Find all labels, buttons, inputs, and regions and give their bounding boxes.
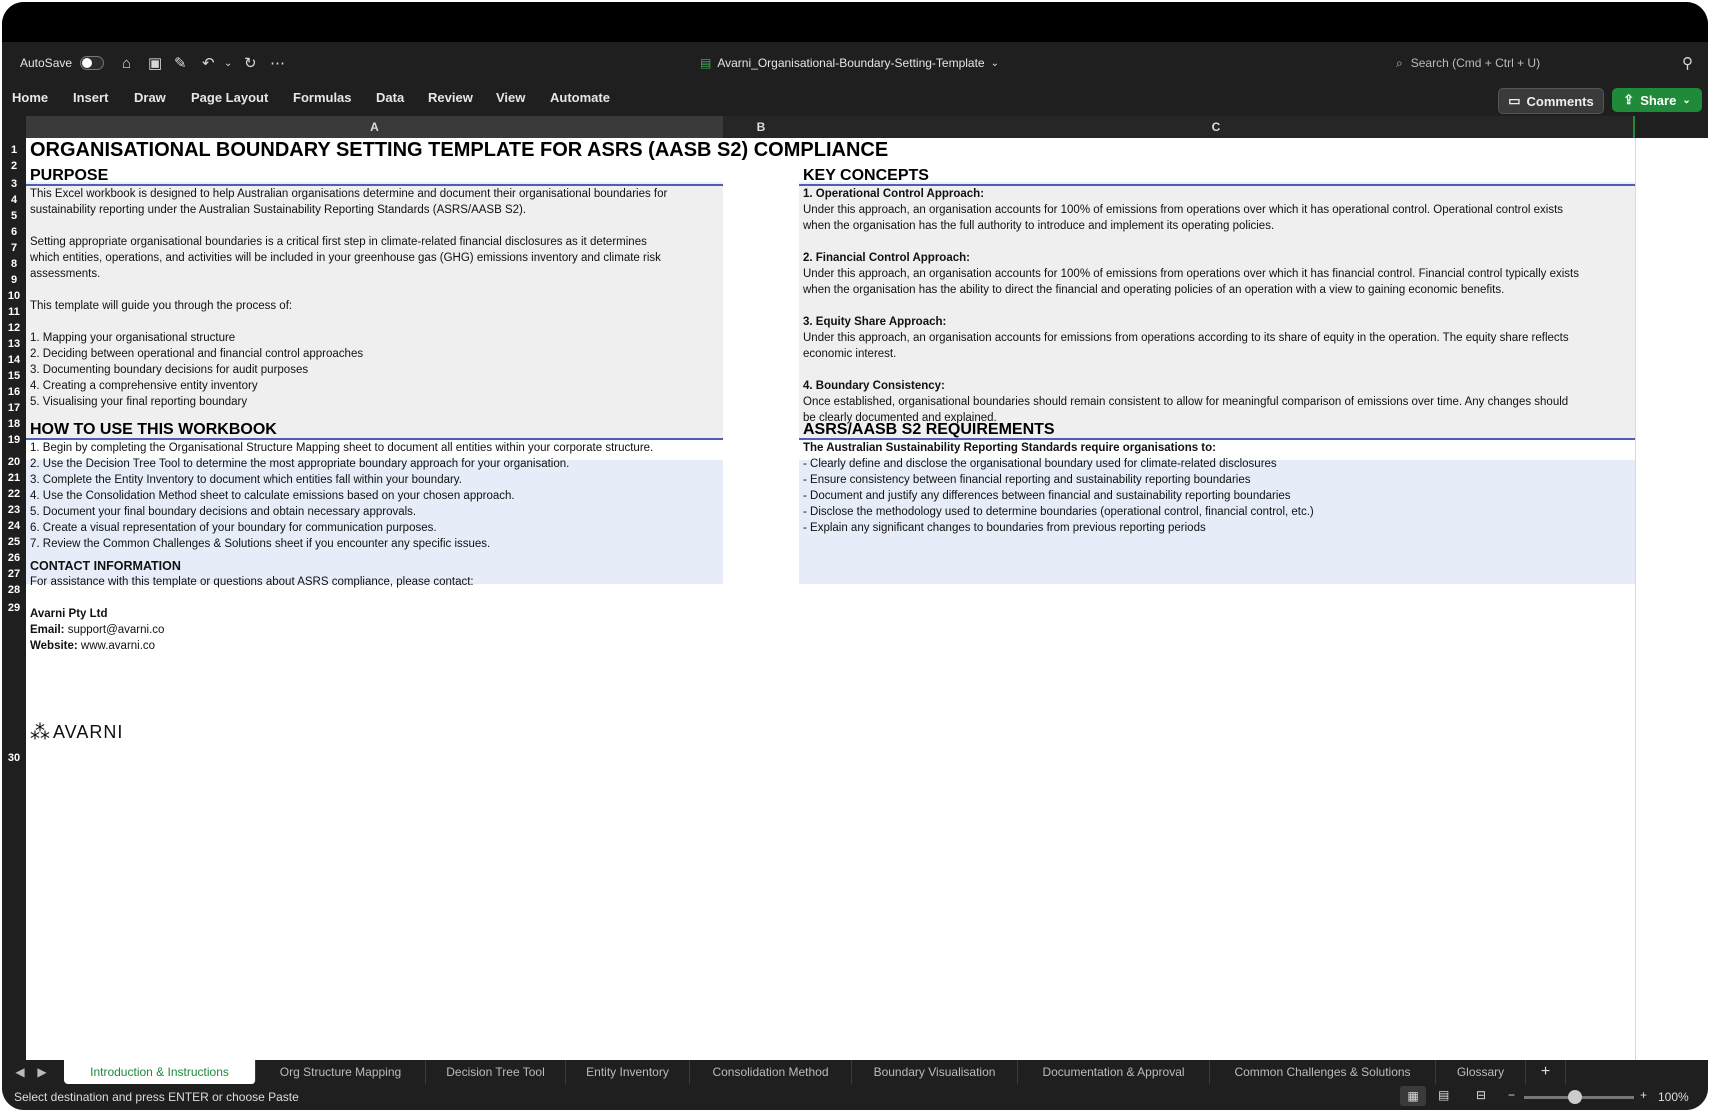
undo-icon[interactable]: ↶ xyxy=(202,55,215,72)
tab-introduction-instructions[interactable]: Introduction & Instructions xyxy=(64,1060,256,1084)
autosave-toggle[interactable] xyxy=(80,56,104,70)
row-number[interactable]: 14 xyxy=(7,354,21,366)
purpose-line: sustainability reporting under the Australian Sustainability Reporting Standards (ASRS/AASB S2). xyxy=(30,204,527,216)
row-number[interactable]: 9 xyxy=(10,274,18,286)
page-break-view-icon[interactable]: ⊟ xyxy=(1476,1088,1487,1102)
select-all-corner[interactable] xyxy=(2,116,26,138)
edit-icon[interactable]: ✎ xyxy=(174,55,187,72)
chevron-down-icon: ⌄ xyxy=(1682,94,1691,106)
row-number[interactable]: 1 xyxy=(10,144,18,156)
grid-edge xyxy=(1635,138,1636,1060)
purpose-line: Setting appropriate organisational boundaries is a critical first step in climate-related financial disclosures as it determines xyxy=(30,236,647,248)
row-number[interactable]: 6 xyxy=(10,226,18,238)
search-placeholder: Search (Cmd + Ctrl + U) xyxy=(1410,56,1541,70)
purpose-line: This Excel workbook is designed to help Australian organisations determine and document their organisational boundaries for xyxy=(30,188,668,200)
menu-insert[interactable]: Insert xyxy=(73,89,109,105)
concept-line: Under this approach, an organisation accounts for 100% of emissions from operations over which it has operational control. Operational control exists xyxy=(803,204,1564,216)
how-to-line: 4. Use the Consolidation Method sheet to calculate emissions based on your chosen approach. xyxy=(30,490,515,502)
share-icon: ⇪ xyxy=(1623,92,1635,107)
purpose-heading: PURPOSE xyxy=(30,167,109,184)
row-number[interactable]: 28 xyxy=(7,584,21,596)
page-layout-view-icon[interactable]: ▤ xyxy=(1438,1088,1450,1102)
requirement-line: - Document and justify any differences between financial and sustainability reporting boundaries xyxy=(803,490,1291,502)
how-to-line: 2. Use the Decision Tree Tool to determine the most appropriate boundary approach for your organisation. xyxy=(30,458,570,470)
how-to-line: 5. Document your final boundary decisions and obtain necessary approvals. xyxy=(30,506,417,518)
zoom-slider-thumb[interactable] xyxy=(1568,1090,1582,1104)
zoom-in-icon[interactable]: + xyxy=(1640,1088,1648,1102)
concept-line: Under this approach, an organisation accounts for emissions from operations according to its share of equity in the operation. The equity share reflects xyxy=(803,332,1569,344)
how-to-line: 3. Complete the Entity Inventory to document which entities fall within your boundary. xyxy=(30,474,462,486)
file-title[interactable] xyxy=(700,42,999,84)
tab-documentation-approval[interactable]: Documentation & Approval xyxy=(1018,1060,1210,1084)
key-concepts-heading: KEY CONCEPTS xyxy=(803,167,929,184)
row-number[interactable]: 5 xyxy=(10,210,18,222)
row-number[interactable]: 18 xyxy=(7,418,21,430)
home-icon[interactable]: ⌂ xyxy=(122,54,132,72)
concept-title: 4. Boundary Consistency: xyxy=(803,380,945,392)
purpose-line: This template will guide you through the process of: xyxy=(30,300,293,312)
concept-line: when the organisation has the ability to direct the financial and operating policies of an operation with a view to gaining economic benefits. xyxy=(803,284,1505,296)
email-value: support@avarni.co xyxy=(67,624,165,636)
menu-formulas[interactable]: Formulas xyxy=(293,89,352,105)
requirements-intro: The Australian Sustainability Reporting Standards require organisations to: xyxy=(803,442,1216,454)
file-name: Avarni_Organisational-Boundary-Setting-Template xyxy=(717,56,985,70)
purpose-line: which entities, operations, and activities will be included in your greenhouse gas (GHG) emissions inventory and climate risk xyxy=(30,252,661,264)
row-number[interactable]: 10 xyxy=(7,290,21,302)
avarni-logo xyxy=(30,720,123,745)
row-number[interactable]: 27 xyxy=(7,568,21,580)
tab-decision-tree-tool[interactable]: Decision Tree Tool xyxy=(426,1060,566,1084)
contact-heading: CONTACT INFORMATION xyxy=(30,559,181,573)
tab-glossary[interactable]: Glossary xyxy=(1436,1060,1526,1084)
purpose-line: 2. Deciding between operational and financial control approaches xyxy=(30,348,364,360)
column-header-c[interactable]: C xyxy=(799,116,1635,138)
comments-label: Comments xyxy=(1526,93,1594,109)
zoom-out-icon[interactable]: − xyxy=(1508,1088,1516,1102)
status-message: Select destination and press ENTER or choose Paste xyxy=(14,1090,299,1104)
how-to-line: 1. Begin by completing the Organisational Structure Mapping sheet to document all entities within your corporate structure. xyxy=(30,442,654,454)
how-to-line: 7. Review the Common Challenges & Solutions sheet if you encounter any specific issues. xyxy=(30,538,491,550)
comment-icon: ▭ xyxy=(1508,93,1521,108)
column-header-a[interactable]: A xyxy=(26,116,723,138)
requirements-heading: ASRS/AASB S2 REQUIREMENTS xyxy=(803,421,1055,438)
comments-button[interactable] xyxy=(1498,88,1604,114)
chevron-down-icon: ⌄ xyxy=(990,57,999,69)
row-number[interactable]: 21 xyxy=(7,472,21,484)
concept-title: 1. Operational Control Approach: xyxy=(803,188,985,200)
tab-boundary-visualisation[interactable]: Boundary Visualisation xyxy=(852,1060,1018,1084)
row-number[interactable]: 12 xyxy=(7,322,21,334)
requirement-line: - Disclose the methodology used to determine boundaries (operational control, financial control, etc.) xyxy=(803,506,1314,518)
purpose-line: 1. Mapping your organisational structure xyxy=(30,332,236,344)
autosave-label: AutoSave xyxy=(20,56,73,70)
tab-common-challenges-solutions[interactable]: Common Challenges & Solutions xyxy=(1210,1060,1436,1084)
zoom-level[interactable]: 100% xyxy=(1658,1090,1689,1104)
top-toolbar xyxy=(2,42,1708,84)
search-icon: ⌕ xyxy=(1396,55,1403,70)
tab-entity-inventory[interactable]: Entity Inventory xyxy=(566,1060,690,1084)
concept-line: economic interest. xyxy=(803,348,897,360)
row-number[interactable]: 16 xyxy=(7,386,21,398)
tab-consolidation-method[interactable]: Consolidation Method xyxy=(690,1060,852,1084)
menu-home[interactable]: Home xyxy=(12,89,49,105)
contact-company: Avarni Pty Ltd xyxy=(30,608,108,620)
avarni-logo-text: AVARNI xyxy=(53,722,124,742)
row-number[interactable]: 8 xyxy=(10,258,18,270)
tab-scroll-left-icon[interactable]: ◀ xyxy=(15,1065,25,1079)
concept-line: when the organisation has the full authority to introduce and implement its operating policies. xyxy=(803,220,1275,232)
title-strip xyxy=(2,2,1708,42)
concept-line: Once established, organisational boundaries should remain consistent to allow for meaningful comparison of emissions over time. Any changes should xyxy=(803,396,1569,408)
row-number[interactable]: 2 xyxy=(10,160,18,172)
menu-view[interactable]: View xyxy=(496,89,526,105)
sheet-title: ORGANISATIONAL BOUNDARY SETTING TEMPLATE FOR ASRS (AASB S2) COMPLIANCE xyxy=(30,139,889,161)
row-number[interactable]: 30 xyxy=(7,752,21,764)
concept-title: 3. Equity Share Approach: xyxy=(803,316,947,328)
requirement-line: - Clearly define and disclose the organisational boundary used for climate-related disclosures xyxy=(803,458,1277,470)
status-bar xyxy=(2,1084,1708,1110)
more-icon[interactable]: ⋯ xyxy=(270,55,285,72)
row-number[interactable]: 29 xyxy=(7,602,21,614)
row-number[interactable]: 20 xyxy=(7,456,21,468)
excel-file-icon: ▤ xyxy=(700,56,712,70)
row-number[interactable]: 22 xyxy=(7,488,21,500)
website-value: www.avarni.co xyxy=(80,640,156,652)
concept-line: be clearly documented and explained. xyxy=(803,412,997,424)
row-number[interactable]: 13 xyxy=(7,338,21,350)
share-label: Share xyxy=(1640,92,1677,108)
tab-org-structure-mapping[interactable]: Org Structure Mapping xyxy=(256,1060,426,1084)
how-to-line: 6. Create a visual representation of your boundary for communication purposes. xyxy=(30,522,437,534)
excel-window xyxy=(2,2,1708,1110)
column-header-empty xyxy=(1635,116,1708,138)
purpose-line: 5. Visualising your final reporting boundary xyxy=(30,396,248,408)
website-label: Website: xyxy=(30,640,78,652)
ribbon-menu xyxy=(2,84,1708,116)
redo-icon[interactable]: ↻ xyxy=(244,55,257,72)
email-label: Email: xyxy=(30,624,65,636)
menu-review[interactable]: Review xyxy=(428,89,473,105)
row-number[interactable]: 26 xyxy=(7,552,21,564)
spreadsheet-grid[interactable] xyxy=(2,116,1708,1060)
row-number[interactable]: 19 xyxy=(7,434,21,446)
row-number[interactable]: 24 xyxy=(7,520,21,532)
row-number[interactable]: 17 xyxy=(7,402,21,414)
menu-page-layout[interactable]: Page Layout xyxy=(191,89,269,105)
avarni-logo-icon: ⁂ xyxy=(30,722,47,744)
row-number[interactable]: 4 xyxy=(10,194,18,206)
menu-automate[interactable]: Automate xyxy=(550,89,610,105)
row-number[interactable]: 15 xyxy=(7,370,21,382)
column-header-b[interactable]: B xyxy=(723,116,799,138)
row-number[interactable]: 3 xyxy=(10,178,18,190)
save-icon[interactable]: ▣ xyxy=(148,55,163,72)
search-box[interactable] xyxy=(1396,42,1540,84)
row-number[interactable]: 7 xyxy=(10,242,18,254)
undo-dropdown-icon[interactable]: ⌄ xyxy=(224,57,233,69)
collaborate-icon[interactable]: ⚲ xyxy=(1682,55,1693,72)
add-sheet-icon[interactable]: + xyxy=(1526,1060,1566,1084)
menu-draw[interactable]: Draw xyxy=(134,89,166,105)
row-number[interactable]: 25 xyxy=(7,536,21,548)
contact-website-row xyxy=(30,638,155,654)
purpose-line: 3. Documenting boundary decisions for audit purposes xyxy=(30,364,309,376)
contact-email-row xyxy=(30,622,164,638)
requirement-line: - Explain any significant changes to boundaries from previous reporting periods xyxy=(803,522,1206,534)
purpose-line: 4. Creating a comprehensive entity inventory xyxy=(30,380,258,392)
concept-line: Under this approach, an organisation accounts for 100% of emissions from operations over which it has financial control. Financial control typically exists xyxy=(803,268,1579,280)
concept-title: 2. Financial Control Approach: xyxy=(803,252,970,264)
sheet-tab-bar xyxy=(2,1060,1708,1084)
how-to-heading: HOW TO USE THIS WORKBOOK xyxy=(30,421,277,438)
menu-data[interactable]: Data xyxy=(376,89,405,105)
contact-intro: For assistance with this template or questions about ASRS compliance, please contact: xyxy=(30,576,474,588)
row-number[interactable]: 11 xyxy=(8,306,20,318)
requirement-line: - Ensure consistency between financial reporting and sustainability reporting boundaries xyxy=(803,474,1251,486)
share-button[interactable] xyxy=(1612,88,1702,112)
row-number[interactable]: 23 xyxy=(7,504,21,516)
tab-scroll-right-icon[interactable]: ▶ xyxy=(37,1065,47,1079)
normal-view-icon[interactable]: ▦ xyxy=(1400,1086,1426,1106)
purpose-line: assessments. xyxy=(30,268,101,280)
